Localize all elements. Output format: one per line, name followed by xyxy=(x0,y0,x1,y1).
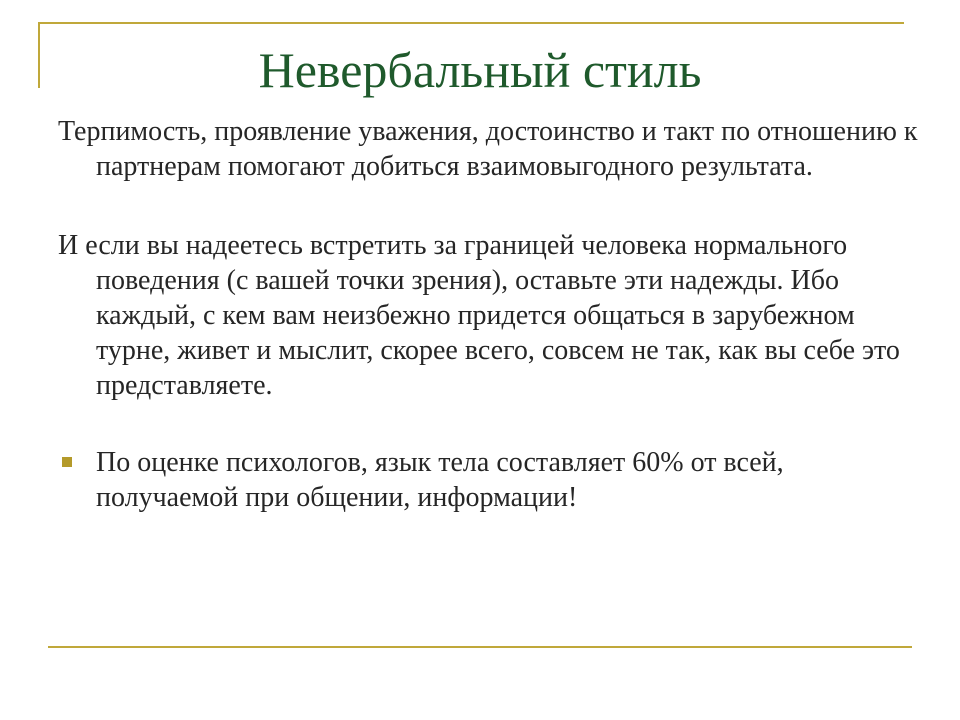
paragraph-tolerance: Терпимость, проявление уважения, достоинство и такт по отношению к партнерам помогают добиться взаимовыгодного результата. xyxy=(58,116,918,182)
bullet-item xyxy=(58,445,918,515)
bullet-text: По оценке психологов, язык тела составляет 60% от всей, получаемой при общении, информации! xyxy=(96,447,784,513)
square-bullet-icon xyxy=(62,457,72,467)
slide-body xyxy=(58,114,918,515)
slide-title: Невербальный стиль xyxy=(258,42,702,98)
frame-bottom-line xyxy=(48,646,912,648)
frame-top-line xyxy=(38,22,904,24)
paragraph-expectations: И если вы надеетесь встретить за границей человека нормального поведения (с вашей точки зрения), оставьте эти надежды. Ибо каждый, с кем вам неизбежно придется общаться в зарубежном турне, живет и мыслит, скорее всего, совсем не так, как вы себе это представляете. xyxy=(58,230,900,401)
